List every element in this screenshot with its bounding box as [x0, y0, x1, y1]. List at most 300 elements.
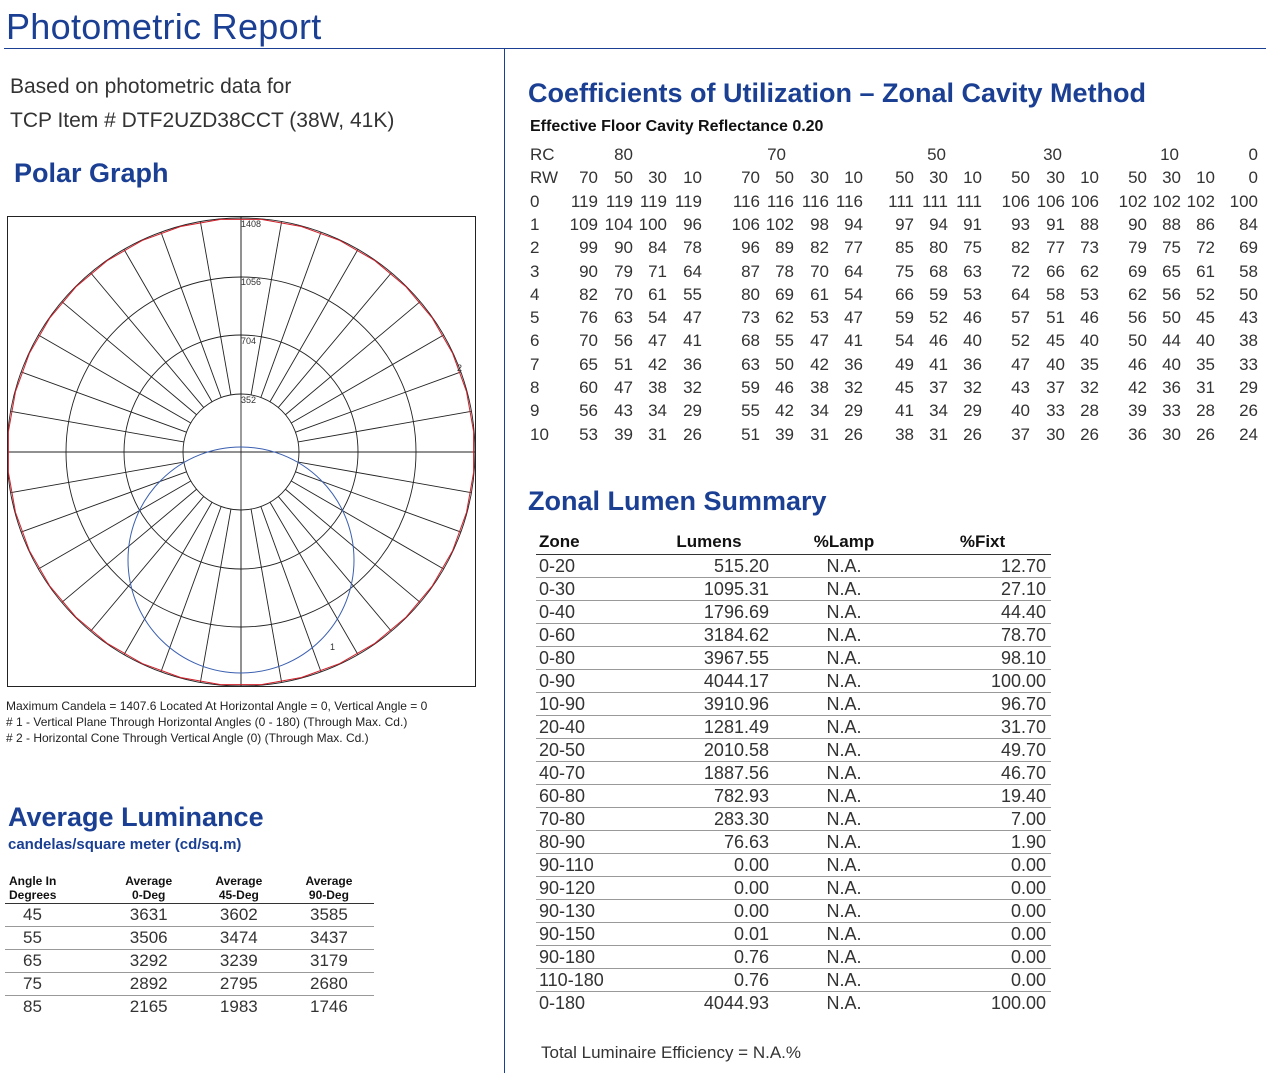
cu-value-cell: 45	[1196, 308, 1215, 328]
cu-value-cell: 38	[1239, 331, 1258, 351]
cu-value-cell: 33	[1239, 354, 1258, 374]
zonal-header-zone: Zone	[536, 530, 649, 555]
curve-2-note: # 2 - Horizontal Cone Through Vertical Angle (0) (Through Max. Cd.)	[6, 731, 369, 745]
cu-value-cell: 41	[844, 331, 863, 351]
zonal-fixt-cell: 12.70	[919, 555, 1051, 578]
cu-value-cell: 90	[1128, 214, 1147, 234]
zonal-zone-cell: 0-80	[536, 647, 649, 670]
zonal-row	[536, 670, 1051, 693]
cu-value-cell: 34	[648, 401, 667, 421]
cu-value-cell: 35	[1080, 354, 1099, 374]
cu-value-cell: 90	[579, 261, 598, 281]
zonal-zone-cell: 10-90	[536, 693, 649, 716]
zonal-zone-cell: 70-80	[536, 808, 649, 831]
zonal-lumens-cell: 0.00	[649, 900, 769, 923]
polar-graph-svg	[7, 216, 476, 687]
cu-value-cell: 75	[1162, 238, 1181, 258]
cu-value-cell: 26	[1196, 424, 1215, 444]
cu-value-cell: 79	[614, 261, 633, 281]
zonal-zone-cell: 20-40	[536, 716, 649, 739]
zonal-lamp-cell: N.A.	[769, 877, 919, 900]
cu-rcr-label: 6	[530, 331, 540, 351]
cu-value-cell: 56	[1128, 308, 1147, 328]
cu-value-cell: 29	[963, 401, 982, 421]
zonal-fixt-cell: 0.00	[919, 969, 1051, 992]
luminance-value-cell: 3602	[194, 904, 284, 927]
zonal-lamp-cell: N.A.	[769, 601, 919, 624]
cu-value-cell: 40	[1080, 331, 1099, 351]
cu-value-cell: 62	[1080, 261, 1099, 281]
cu-value-cell: 33	[1046, 401, 1065, 421]
cu-rc-value: 0	[1248, 145, 1258, 164]
cu-value-cell: 42	[775, 401, 794, 421]
cu-value-cell: 82	[810, 238, 829, 258]
cu-heading: Coefficients of Utilization – Zonal Cavity Method	[528, 78, 1147, 108]
cu-rw-value: 10	[963, 168, 982, 188]
cu-value-cell: 24	[1239, 424, 1258, 444]
cu-rcr-label: 10	[530, 424, 549, 444]
zonal-lamp-cell: N.A.	[769, 762, 919, 785]
cu-value-cell: 47	[1011, 354, 1030, 374]
zonal-row	[536, 624, 1051, 647]
zonal-fixt-cell: 46.70	[919, 762, 1051, 785]
cu-value-cell: 46	[929, 331, 948, 351]
cu-rcr-label: 9	[530, 401, 540, 421]
cu-value-cell: 55	[775, 331, 794, 351]
cu-value-cell: 46	[1080, 308, 1099, 328]
luminance-header-45deg: Average 45-Deg	[194, 872, 284, 904]
cu-value-cell: 76	[579, 308, 598, 328]
cu-value-cell: 47	[810, 331, 829, 351]
cu-value-cell: 85	[895, 238, 914, 258]
cu-value-cell: 50	[1239, 284, 1258, 304]
cu-value-cell: 59	[895, 308, 914, 328]
cu-rw-value: 50	[614, 168, 633, 188]
zonal-fixt-cell: 7.00	[919, 808, 1051, 831]
zonal-row	[536, 762, 1051, 785]
based-on-line1: Based on photometric data for	[10, 75, 292, 98]
cu-rw-value: 0	[1248, 168, 1258, 188]
cu-value-cell: 50	[1162, 308, 1181, 328]
cu-value-cell: 68	[929, 261, 948, 281]
cu-value-cell: 26	[1239, 401, 1258, 421]
zonal-fixt-cell: 0.00	[919, 923, 1051, 946]
cu-rcr-label: 4	[530, 284, 540, 304]
cu-value-cell: 52	[929, 308, 948, 328]
zonal-lumen-table	[536, 530, 1051, 1014]
cu-value-cell: 106	[1001, 191, 1030, 211]
cu-rw-value: 10	[844, 168, 863, 188]
zonal-header-fixt: %Fixt	[919, 530, 1051, 555]
zonal-fixt-cell: 96.70	[919, 693, 1051, 716]
luminance-header-90deg: Average 90-Deg	[284, 872, 374, 904]
cu-value-cell: 104	[604, 214, 633, 234]
ring-label-352: 352	[241, 395, 257, 405]
cu-value-cell: 64	[683, 261, 702, 281]
cu-value-cell: 26	[963, 424, 982, 444]
polar-graph	[7, 216, 476, 687]
luminance-angle-cell: 85	[23, 997, 42, 1016]
cu-value-cell: 70	[614, 284, 633, 304]
polar-graph-heading: Polar Graph	[14, 158, 169, 188]
cu-value-cell: 41	[683, 331, 702, 351]
cu-value-cell: 52	[1011, 331, 1030, 351]
cu-rw-value: 30	[929, 168, 948, 188]
luminance-value-cell: 2892	[104, 973, 194, 996]
luminance-header-row	[5, 872, 374, 904]
zonal-lamp-cell: N.A.	[769, 831, 919, 854]
zonal-lumens-cell: 0.76	[649, 969, 769, 992]
zonal-fixt-cell: 0.00	[919, 877, 1051, 900]
cu-rcr-label: 2	[530, 238, 540, 258]
cu-value-cell: 32	[683, 378, 702, 397]
ring-label-1408: 1408	[241, 219, 262, 229]
zonal-row	[536, 946, 1051, 969]
zonal-lamp-cell: N.A.	[769, 739, 919, 762]
zonal-lumens-cell: 3910.96	[649, 693, 769, 716]
cu-value-cell: 43	[1239, 308, 1258, 328]
cu-value-cell: 57	[1011, 308, 1030, 328]
cu-value-cell: 29	[683, 401, 702, 421]
cu-value-cell: 47	[844, 308, 863, 328]
cu-value-cell: 56	[1162, 284, 1181, 304]
cu-value-cell: 72	[1011, 261, 1030, 281]
cu-value-cell: 40	[1011, 401, 1030, 421]
zonal-row	[536, 808, 1051, 831]
zonal-lumens-cell: 3184.62	[649, 624, 769, 647]
cu-value-cell: 36	[1162, 378, 1181, 397]
zonal-zone-cell: 80-90	[536, 831, 649, 854]
cu-value-cell: 98	[810, 214, 829, 234]
cu-value-cell: 102	[1118, 191, 1147, 211]
average-luminance-table	[5, 872, 374, 1018]
luminance-value-cell: 2165	[129, 997, 168, 1016]
cu-value-cell: 94	[844, 214, 863, 234]
cu-value-cell: 53	[963, 284, 982, 304]
cu-value-cell: 89	[775, 238, 794, 258]
cu-rw-value: 10	[1080, 168, 1099, 188]
cu-value-cell: 38	[810, 378, 829, 397]
cu-value-cell: 51	[741, 424, 760, 444]
cu-rw-value: 70	[741, 168, 760, 188]
cu-value-cell: 69	[1239, 238, 1258, 258]
title-rule	[4, 48, 1266, 49]
cu-value-cell: 116	[766, 191, 794, 211]
cu-value-cell: 54	[648, 308, 667, 328]
cu-value-cell: 26	[1080, 424, 1099, 444]
cu-value-cell: 29	[844, 401, 863, 421]
cu-value-cell: 47	[614, 378, 633, 397]
cu-value-cell: 50	[775, 354, 794, 374]
zonal-lumens-cell: 2010.58	[649, 739, 769, 762]
column-divider	[504, 49, 505, 1073]
cu-value-cell: 70	[579, 331, 598, 351]
cu-value-cell: 90	[614, 238, 633, 258]
cu-value-cell: 36	[1128, 424, 1147, 444]
cu-value-cell: 50	[1128, 331, 1147, 351]
cu-value-cell: 97	[895, 214, 914, 234]
zonal-body	[536, 555, 1051, 1015]
cu-value-cell: 88	[1080, 214, 1099, 234]
cu-value-cell: 78	[775, 261, 794, 281]
cu-value-cell: 86	[1196, 214, 1215, 234]
zonal-row	[536, 831, 1051, 854]
zonal-lumens-cell: 1095.31	[649, 578, 769, 601]
cu-rw-value: 50	[1011, 168, 1030, 188]
curve-2-label: 2	[457, 363, 463, 373]
cu-value-cell: 40	[1196, 331, 1215, 351]
cu-value-cell: 38	[895, 424, 914, 444]
cu-value-cell: 116	[835, 191, 863, 211]
luminance-value-cell: 3179	[284, 950, 374, 973]
cu-value-cell: 65	[1162, 261, 1181, 281]
cu-value-cell: 47	[683, 308, 702, 328]
cu-value-cell: 66	[895, 284, 914, 304]
zonal-lumen-heading: Zonal Lumen Summary	[528, 486, 827, 516]
luminance-row	[5, 973, 374, 996]
cu-value-cell: 68	[741, 331, 760, 351]
cu-value-cell: 84	[1239, 214, 1258, 234]
zonal-lamp-cell: N.A.	[769, 900, 919, 923]
zonal-row	[536, 877, 1051, 900]
cu-value-cell: 61	[648, 284, 667, 304]
cu-value-cell: 46	[775, 378, 794, 397]
cu-rw-value: 50	[775, 168, 794, 188]
curve-1-note: # 1 - Vertical Plane Through Horizontal Angles (0 - 180) (Through Max. Cd.)	[6, 715, 408, 729]
zonal-zone-cell: 90-120	[536, 877, 649, 900]
zonal-lumens-cell: 0.76	[649, 946, 769, 969]
cu-value-cell: 56	[579, 401, 598, 421]
cu-value-cell: 111	[922, 191, 948, 211]
zonal-lamp-cell: N.A.	[769, 785, 919, 808]
cu-rw-value: 30	[1162, 168, 1181, 188]
cu-value-cell: 39	[614, 424, 633, 444]
polar-notes	[6, 698, 427, 746]
luminance-header-angle: Angle In Degrees	[5, 872, 104, 904]
zonal-fixt-cell: 31.70	[919, 716, 1051, 739]
curve-1-label: 1	[330, 642, 336, 652]
cu-floor-reflectance: Effective Floor Cavity Reflectance 0.20	[530, 118, 824, 135]
cu-value-cell: 62	[775, 308, 794, 328]
cu-value-cell: 102	[1186, 191, 1215, 211]
cu-value-cell: 60	[579, 378, 598, 397]
cu-value-cell: 61	[810, 284, 829, 304]
cu-value-cell: 119	[605, 191, 633, 211]
cu-rcr-label: 8	[530, 378, 540, 397]
zonal-fixt-cell: 98.10	[919, 647, 1051, 670]
cu-value-cell: 59	[741, 378, 760, 397]
zonal-zone-cell: 90-180	[536, 946, 649, 969]
cu-value-cell: 36	[844, 354, 863, 374]
zonal-fixt-cell: 44.40	[919, 601, 1051, 624]
cu-rcr-label: 3	[530, 261, 540, 281]
cu-value-cell: 80	[741, 284, 760, 304]
cu-value-cell: 58	[1239, 261, 1258, 281]
cu-value-cell: 82	[579, 284, 598, 304]
zonal-fixt-cell: 27.10	[919, 578, 1051, 601]
cu-value-cell: 35	[1196, 354, 1215, 374]
zonal-lumens-cell: 1796.69	[649, 601, 769, 624]
zonal-row	[536, 555, 1051, 578]
cu-value-cell: 71	[648, 261, 667, 281]
ring-label-1056: 1056	[241, 277, 262, 287]
cu-rw-value: 10	[1196, 168, 1215, 188]
cu-value-cell: 77	[844, 238, 863, 258]
cu-rw-value: 10	[683, 168, 702, 188]
zonal-zone-cell: 0-60	[536, 624, 649, 647]
cu-value-cell: 70	[810, 261, 829, 281]
cu-value-cell: 69	[775, 284, 794, 304]
zonal-zone-cell: 0-40	[536, 601, 649, 624]
cu-value-cell: 55	[741, 401, 760, 421]
zonal-lumens-cell: 0.00	[649, 877, 769, 900]
luminaire-efficiency: Total Luminaire Efficiency = N.A.%	[541, 1043, 801, 1062]
cu-value-cell: 99	[579, 238, 598, 258]
zonal-lamp-cell: N.A.	[769, 946, 919, 969]
zonal-lumens-cell: 3967.55	[649, 647, 769, 670]
cu-rw-label: RW	[530, 168, 559, 188]
luminance-header-0deg: Average 0-Deg	[104, 872, 194, 904]
cu-rc-label: RC	[530, 145, 555, 164]
zonal-fixt-cell: 0.00	[919, 946, 1051, 969]
page-title: Photometric Report	[6, 6, 322, 47]
cu-value-cell: 96	[741, 238, 760, 258]
cu-value-cell: 82	[1011, 238, 1030, 258]
cu-value-cell: 79	[1128, 238, 1147, 258]
cu-value-cell: 111	[956, 191, 982, 211]
cu-value-cell: 43	[1011, 378, 1030, 397]
zonal-lumens-cell: 4044.93	[703, 992, 769, 1013]
zonal-lumens-cell: 283.30	[649, 808, 769, 831]
zonal-row	[536, 647, 1051, 670]
cu-value-cell: 28	[1080, 401, 1099, 421]
zonal-lamp-cell: N.A.	[769, 716, 919, 739]
zonal-lumens-cell: 0.01	[649, 923, 769, 946]
cu-value-cell: 63	[963, 261, 982, 281]
zonal-lamp-cell: N.A.	[769, 624, 919, 647]
zonal-fixt-cell: 0.00	[919, 900, 1051, 923]
zonal-lamp-cell: N.A.	[769, 808, 919, 831]
zonal-row	[536, 854, 1051, 877]
cu-value-cell: 102	[765, 214, 794, 234]
cu-value-cell: 46	[1128, 354, 1147, 374]
cu-value-cell: 64	[1011, 284, 1030, 304]
zonal-lamp-cell: N.A.	[826, 992, 862, 1013]
cu-value-cell: 93	[1011, 214, 1030, 234]
cu-value-cell: 106	[731, 214, 760, 234]
cu-value-cell: 34	[810, 401, 829, 421]
cu-rw-value: 70	[579, 168, 598, 188]
zonal-header-row	[536, 530, 1051, 555]
cu-value-cell: 30	[1046, 424, 1065, 444]
cu-rw-value: 50	[1128, 168, 1147, 188]
cu-value-cell: 52	[1196, 284, 1215, 304]
cu-rw-value: 30	[1046, 168, 1065, 188]
zonal-row	[536, 969, 1051, 992]
cu-value-cell: 34	[929, 401, 948, 421]
cu-value-cell: 36	[683, 354, 702, 374]
cu-value-cell: 41	[929, 354, 948, 374]
cu-value-cell: 39	[775, 424, 794, 444]
luminance-row	[5, 996, 374, 1019]
luminance-row	[5, 904, 374, 927]
zonal-lamp-cell: N.A.	[769, 670, 919, 693]
cu-value-cell: 102	[1152, 191, 1181, 211]
zonal-row	[536, 785, 1051, 808]
zonal-zone-cell: 60-80	[536, 785, 649, 808]
cu-value-cell: 46	[963, 308, 982, 328]
zonal-zone-cell: 0-90	[536, 670, 649, 693]
zonal-fixt-cell: 19.40	[919, 785, 1051, 808]
luminance-value-cell: 3437	[284, 927, 374, 950]
max-candela-note: Maximum Candela = 1407.6 Located At Horizontal Angle = 0, Vertical Angle = 0	[6, 699, 428, 713]
cu-value-cell: 54	[844, 284, 863, 304]
cu-value-cell: 42	[648, 354, 667, 374]
cu-value-cell: 49	[895, 354, 914, 374]
cu-value-cell: 29	[1239, 378, 1258, 397]
luminance-value-cell: 2680	[284, 973, 374, 996]
zonal-lumens-cell: 0.00	[649, 854, 769, 877]
cu-value-cell: 53	[810, 308, 829, 328]
cu-value-cell: 106	[1070, 191, 1099, 211]
cu-value-cell: 84	[648, 238, 667, 258]
cu-value-cell: 66	[1046, 261, 1065, 281]
cu-value-cell: 72	[1196, 238, 1215, 258]
zonal-zone-cell: 90-130	[536, 900, 649, 923]
cu-value-cell: 32	[963, 378, 982, 397]
cu-value-cell: 73	[741, 308, 760, 328]
cu-value-cell: 31	[648, 424, 667, 444]
cu-value-cell: 61	[1196, 261, 1215, 281]
zonal-fixt-cell: 0.00	[919, 854, 1051, 877]
cu-value-cell: 75	[963, 238, 982, 258]
zonal-lamp-cell: N.A.	[769, 578, 919, 601]
cu-rcr-label: 0	[530, 191, 540, 211]
cu-value-cell: 91	[963, 214, 982, 234]
cu-value-cell: 31	[810, 424, 829, 444]
cu-value-cell: 94	[929, 214, 948, 234]
luminance-value-cell: 1983	[219, 997, 258, 1016]
ring-label-704: 704	[241, 336, 257, 346]
cu-rcr-label: 7	[530, 354, 540, 374]
zonal-row	[536, 739, 1051, 762]
cu-value-cell: 41	[895, 401, 914, 421]
cu-value-cell: 100	[1229, 191, 1258, 211]
cu-value-cell: 43	[614, 401, 633, 421]
zonal-lumens-cell: 76.63	[649, 831, 769, 854]
zonal-row	[536, 601, 1051, 624]
cu-value-cell: 45	[1046, 331, 1065, 351]
luminance-row	[5, 950, 374, 973]
zonal-lamp-cell: N.A.	[769, 647, 919, 670]
luminance-value-cell: 1746	[310, 997, 348, 1016]
cu-value-cell: 65	[579, 354, 598, 374]
cu-value-cell: 62	[1128, 284, 1147, 304]
cu-value-cell: 47	[648, 331, 667, 351]
cu-value-cell: 63	[741, 354, 760, 374]
luminance-value-cell: 2795	[194, 973, 284, 996]
cu-value-cell: 45	[895, 378, 914, 397]
cu-rw-value: 50	[895, 168, 914, 188]
luminance-value-cell: 3585	[284, 904, 374, 927]
zonal-zone-cell: 0-180	[539, 992, 586, 1013]
cu-value-cell: 37	[1046, 378, 1065, 397]
cu-value-cell: 38	[648, 378, 667, 397]
item-number-line: TCP Item # DTF2UZD38CCT (38W, 41K)	[10, 109, 395, 132]
cu-value-cell: 39	[1128, 401, 1147, 421]
zonal-lamp-cell: N.A.	[769, 969, 919, 992]
zonal-lumens-cell: 4044.17	[649, 670, 769, 693]
